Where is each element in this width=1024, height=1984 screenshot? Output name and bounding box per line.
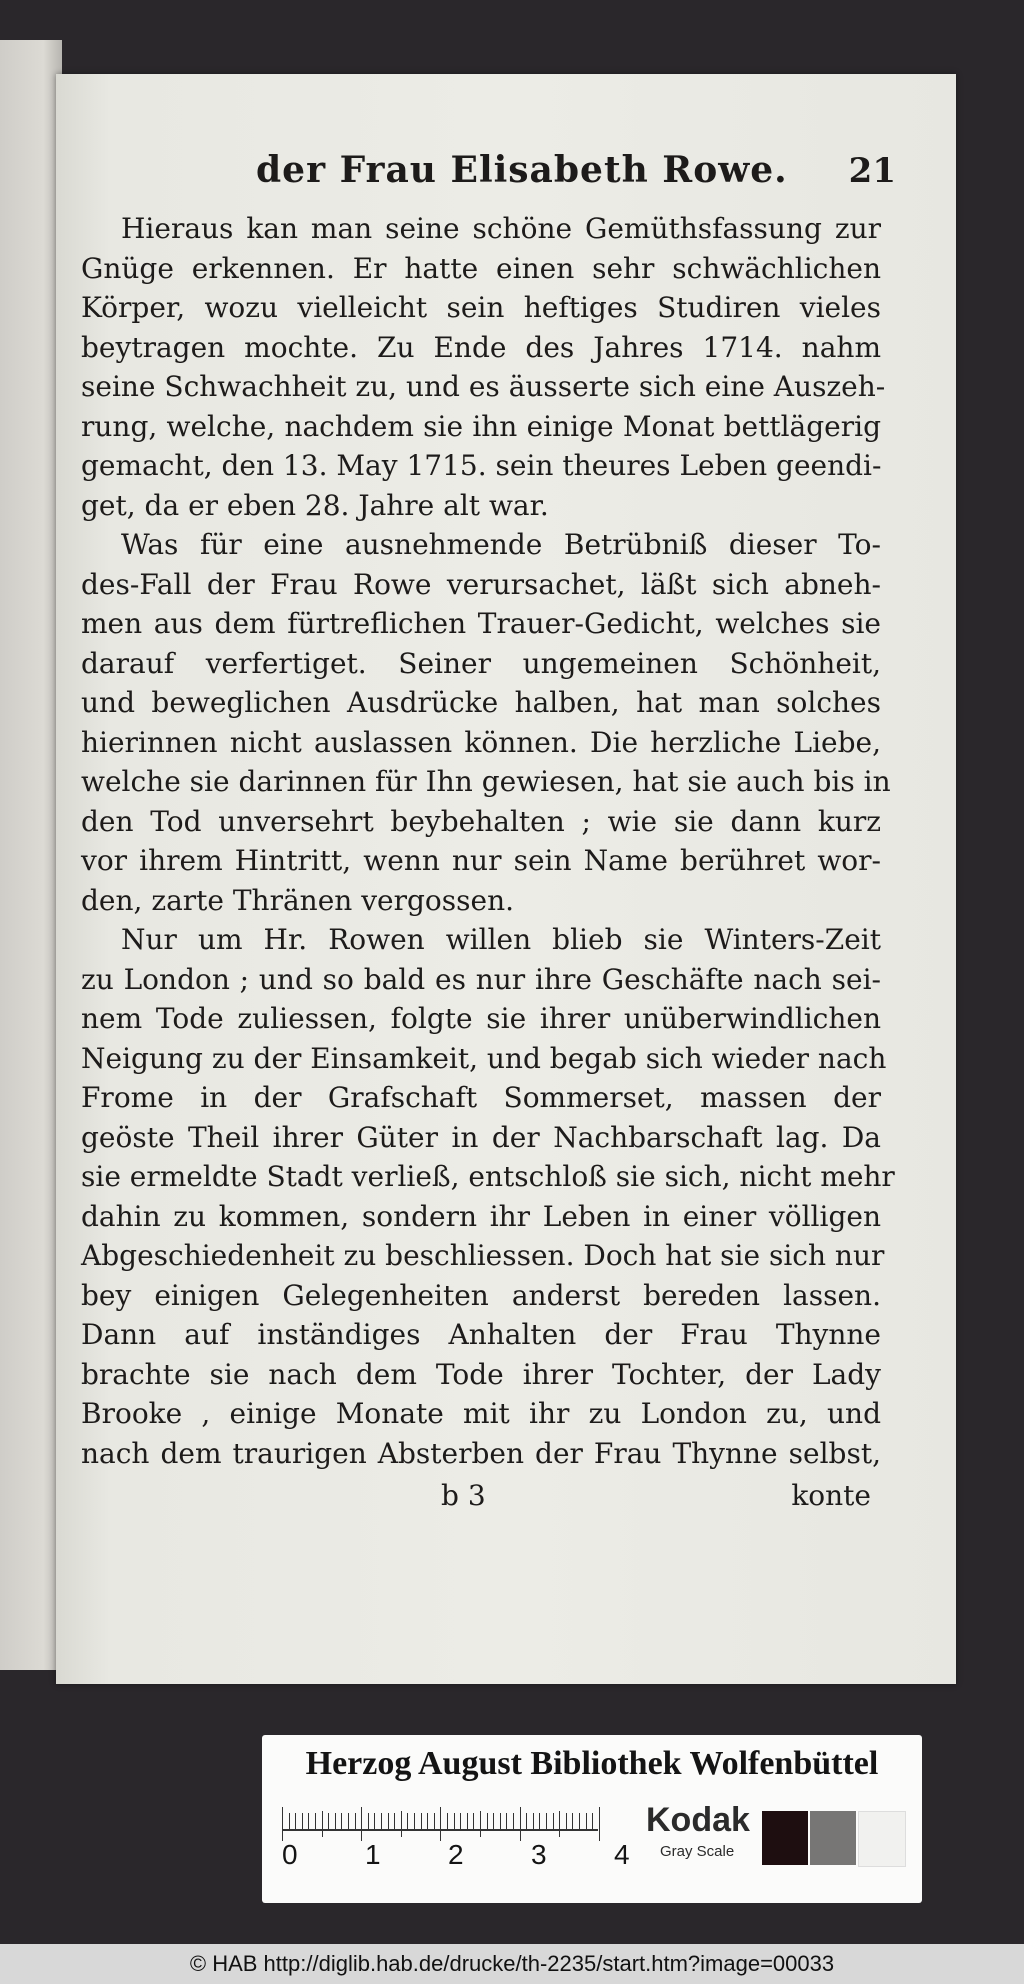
text-line: welche sie darinnen für Ihn gewiesen, hat sie auch bis in (81, 765, 891, 798)
text-line: Hieraus kan man seine schöne Gemüthsfassung zur (121, 212, 881, 245)
ruler-tick (473, 1813, 474, 1831)
ruler-number: 4 (614, 1839, 630, 1870)
gray-scale-label: Gray Scale (660, 1843, 735, 1860)
ruler-tick (506, 1813, 507, 1831)
ruler-tick (579, 1813, 580, 1831)
text-line: beytragen mochte. Zu Ende des Jahres 1714. nahm (81, 330, 881, 364)
ruler-tick (282, 1807, 283, 1841)
text-line: sie ermeldte Stadt verließ, entschloß sie sich, nicht mehr (81, 1160, 895, 1193)
ruler-tick (374, 1813, 375, 1831)
ruler-tick (308, 1813, 309, 1831)
ruler-tick (493, 1813, 494, 1831)
text-line: und beweglichen Ausdrücke halben, hat man solches (81, 686, 881, 719)
text-line: Abgeschiedenheit zu beschliessen. Doch hat sie sich nur (81, 1239, 885, 1272)
ruler-number: 1 (365, 1839, 381, 1870)
ruler-tick (427, 1813, 428, 1831)
ruler-tick (526, 1813, 527, 1831)
credit-bar (0, 1944, 1024, 1984)
signature-mark: b 3 (441, 1479, 486, 1512)
ruler-number: 0 (282, 1839, 298, 1870)
color-calibration-card (262, 1735, 922, 1903)
ruler-tick (454, 1813, 455, 1831)
ruler-tick (586, 1813, 587, 1831)
ruler-tick (434, 1813, 435, 1831)
text-line: des-Fall der Frau Rowe verursachet, läßt sich abneh- (81, 567, 881, 601)
page-footer (81, 1479, 881, 1519)
text-line: Gnüge erkennen. Er hatte einen sehr schwächlichen (81, 251, 881, 285)
ruler-tick (447, 1813, 448, 1831)
ruler-tick (322, 1811, 323, 1837)
text-line: dahin zu kommen, sondern ihr Leben in einer völligen (81, 1199, 881, 1233)
ruler-tick (467, 1813, 468, 1831)
ruler-tick (592, 1813, 593, 1831)
gray-swatch-light (858, 1811, 906, 1867)
ruler-tick (440, 1807, 441, 1841)
ruler-tick (394, 1813, 395, 1831)
ruler-tick (421, 1813, 422, 1831)
ruler-tick (295, 1813, 296, 1831)
ruler-tick (572, 1813, 573, 1831)
text-line: Brooke , einige Monate mit ihr zu London zu, und (81, 1397, 881, 1430)
page-header (256, 149, 896, 199)
text-line: Dann auf inständiges Anhalten der Frau Thynne (81, 1318, 881, 1351)
text-line: Körper, wozu vielleicht sein heftiges Studiren vieles (81, 291, 881, 324)
text-line: hierinnen nicht auslassen können. Die herzliche Liebe, (81, 725, 881, 759)
text-line: get, da er eben 28. Jahre alt war. (81, 488, 549, 522)
ruler-tick (487, 1813, 488, 1831)
text-line: rung, welche, nachdem sie ihn einige Monat bettlägerig (81, 409, 881, 443)
text-line: den, zarte Thränen vergossen. (81, 883, 515, 917)
text-line: gemacht, den 13. May 1715. sein theures Leben geendi- (81, 449, 882, 482)
text-line: seine Schwachheit zu, und es äusserte sich eine Auszeh- (81, 370, 886, 403)
text-line: Nur um Hr. Rowen willen blieb sie Winters-Zeit (121, 923, 881, 956)
ruler-tick (348, 1813, 349, 1831)
previous-page-edge (0, 40, 62, 1670)
text-line: vor ihrem Hintritt, wenn nur sein Name berühret wor- (81, 844, 881, 877)
ruler-tick (533, 1813, 534, 1831)
ruler-number: 2 (448, 1839, 464, 1870)
ruler-number: 3 (531, 1839, 547, 1870)
gray-swatch-dark (762, 1811, 808, 1865)
ruler-tick (480, 1811, 481, 1837)
ruler-tick (315, 1813, 316, 1831)
running-title: der Frau Elisabeth Rowe. (256, 149, 788, 191)
ruler-tick (328, 1813, 329, 1831)
book-page (56, 74, 956, 1684)
text-line: Neigung zu der Einsamkeit, und begab sich wieder nach (81, 1041, 887, 1075)
ruler-tick (513, 1813, 514, 1831)
text-line: nem Tode zuliessen, folgte sie ihrer unüberwindlichen (81, 1002, 881, 1035)
credit-link[interactable]: © HAB http://diglib.hab.de/drucke/th-2235/start.htm?image=00033 (189, 1951, 835, 1976)
text-line: bey einigen Gelegenheiten anderst bereden lassen. (81, 1278, 881, 1312)
ruler-tick (553, 1813, 554, 1831)
text-line: nach dem traurigen Absterben der Frau Thynne selbst, (81, 1436, 881, 1470)
ruler-tick (368, 1813, 369, 1831)
text-line: den Tod unversehrt beybehalten ; wie sie dann kurz (81, 804, 881, 838)
kodak-logo: Kodak (646, 1801, 750, 1839)
text-line: darauf verfertiget. Seiner ungemeinen Schönheit, (81, 646, 881, 680)
ruler-tick (599, 1807, 600, 1841)
text-line: zu London ; und so bald es nur ihre Geschäfte nach sei- (81, 962, 881, 996)
ruler-tick (341, 1813, 342, 1831)
ruler-tick (355, 1813, 356, 1831)
ruler-tick (335, 1813, 336, 1831)
catchword: konte (791, 1479, 871, 1512)
ruler-tick (381, 1813, 382, 1831)
ruler-tick (546, 1813, 547, 1831)
text-line: Was für eine ausnehmende Betrübniß dieser To- (121, 528, 881, 561)
ruler-tick (414, 1813, 415, 1831)
page-number: 21 (848, 151, 896, 191)
ruler-tick (566, 1813, 567, 1831)
ruler-tick (361, 1807, 362, 1841)
ruler-tick (289, 1813, 290, 1831)
library-name: Herzog August Bibliothek Wolfenbüttel (305, 1745, 879, 1782)
ruler-tick (407, 1813, 408, 1831)
ruler-tick (559, 1811, 560, 1837)
gray-swatch-mid (810, 1811, 856, 1865)
text-line: Frome in der Grafschaft Sommerset, massen der (81, 1081, 881, 1114)
ruler-tick (520, 1807, 521, 1841)
ruler-tick (539, 1813, 540, 1831)
ruler-tick (302, 1813, 303, 1831)
text-line: brachte sie nach dem Tode ihrer Tochter, der Lady (81, 1357, 881, 1391)
page-body (81, 209, 895, 1473)
text-line: geöste Theil ihrer Güter in der Nachbarschaft lag. Da (81, 1120, 881, 1154)
ruler-tick (388, 1813, 389, 1831)
text-line: men aus dem fürtreflichen Trauer-Gedicht, welches sie (81, 607, 881, 640)
ruler-tick (500, 1813, 501, 1831)
ruler-tick (460, 1813, 461, 1831)
ruler-tick (401, 1811, 402, 1837)
